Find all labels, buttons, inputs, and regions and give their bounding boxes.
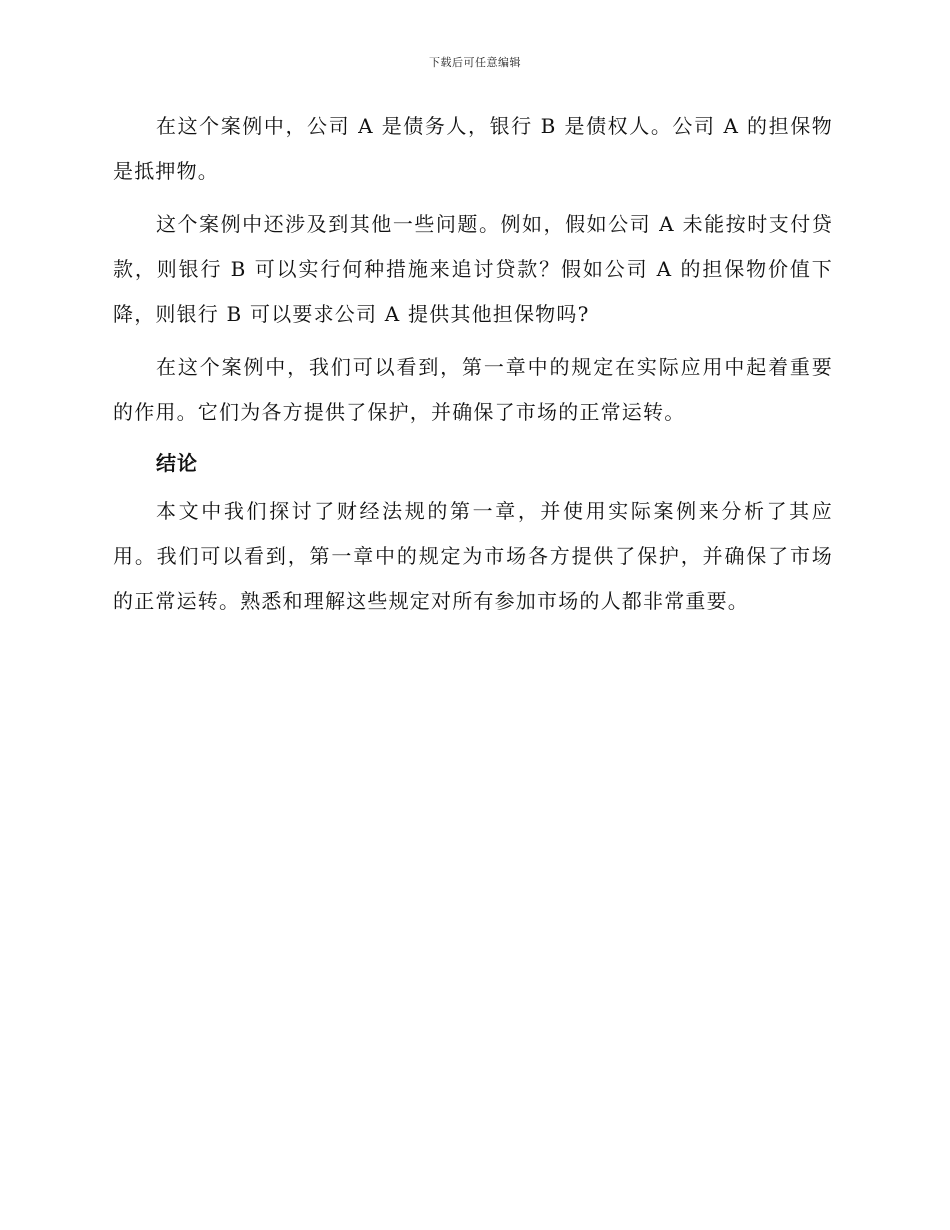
section-heading-conclusion: 结论 [156,451,198,475]
paragraph-case-questions: 这个案例中还涉及到其他一些问题。例如，假如公司 A 未能按时支付贷款，则银行 B 可以实行何种措施来追讨贷款？假如公司 A 的担保物价值下降，则银行 B 可以要求公司 A 提供其他担保物吗? [113,212,833,326]
paragraph-conclusion: 本文中我们探讨了财经法规的第一章，并使用实际案例来分析了其应用。我们可以看到，第一章中的规定为市场各方提供了保护，并确保了市场的正常运转。熟悉和理解这些规定对所有参加市场的人都非常重要。 [113,499,833,613]
document-body [113,104,833,632]
paragraph-case-parties: 在这个案例中，公司 A 是债务人，银行 B 是债权人。公司 A 的担保物是抵押物。 [113,114,833,183]
paragraph-case-significance: 在这个案例中，我们可以看到，第一章中的规定在实际应用中起着重要的作用。它们为各方提供了保护，并确保了市场的正常运转。 [113,355,833,424]
page-header: 下载后可任意编辑 [429,56,521,69]
